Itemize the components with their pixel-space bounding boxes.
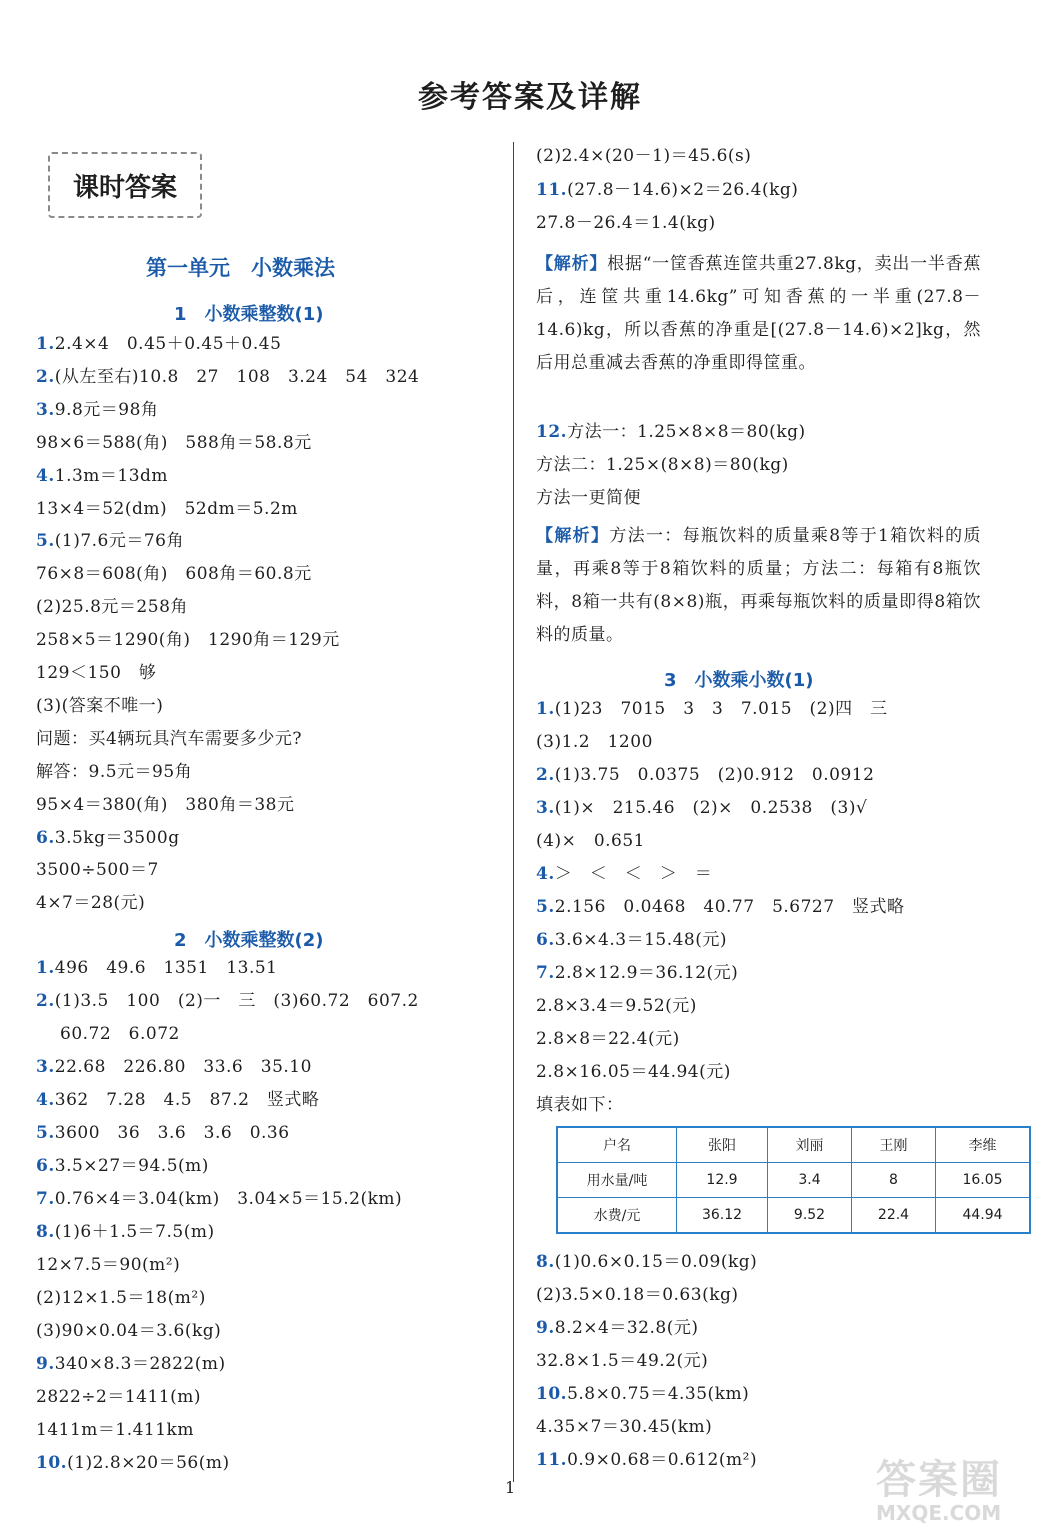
table-row (557, 1198, 1030, 1234)
answer-line (536, 994, 697, 1018)
table-header-row (557, 1127, 1030, 1163)
answer-line (36, 1220, 215, 1244)
answer-text: 方法一：1.25×8×8＝80(kg) (567, 422, 806, 442)
answer-line (536, 1415, 712, 1439)
answer-line (536, 1283, 739, 1307)
answer-text: (2)2.4×(20－1)＝45.6(s) (536, 146, 752, 166)
answer-text: 4×7＝28(元) (36, 893, 146, 914)
answer-text: ＞ ＜ ＜ ＞ ＝ (554, 864, 713, 884)
question-number: 11. (536, 1450, 568, 1470)
question-number: 10. (36, 1453, 68, 1473)
answer-text: 2.4×4 0.45＋0.45＋0.45 (54, 334, 282, 354)
answer-line (36, 956, 277, 980)
answer-line (36, 431, 312, 455)
answer-line (536, 796, 867, 820)
answer-line (36, 529, 184, 553)
answer-text: 2.8×3.4＝9.52(元) (536, 996, 697, 1016)
question-number: 12. (536, 422, 568, 442)
page-number: 1 (505, 1478, 516, 1497)
answer-text: 13×4＝52(dm) 52dm＝5.2m (36, 498, 298, 519)
question-number: 3. (36, 399, 55, 420)
question-number: 4. (536, 864, 555, 884)
table-cell: 张阳 (677, 1127, 768, 1163)
answer-text: (1)23 7015 3 3 7.015 (2)四 三 (554, 699, 888, 719)
answer-text: 8.2×4＝32.8(元) (554, 1318, 699, 1338)
answer-text: 3.5×27＝94.5(m) (54, 1156, 209, 1176)
answer-line (36, 858, 159, 882)
question-number: 6. (536, 930, 555, 950)
question-number: 5. (36, 531, 55, 552)
question-number: 1. (536, 699, 555, 719)
answer-text: 1411m＝1.411km (36, 1420, 194, 1440)
question-number: 3. (536, 798, 555, 818)
analysis-text: 根据“一筐香蕉连筐共重27.8kg，卖出一半香蕉后，连筐共重14.6kg”可知香蕉的一半重(27.8－14.6)kg，所以香蕉的净重是[(27.8－14.6)×2]kg，然后用总重减去香蕉的净重即得筐重。 (536, 254, 981, 373)
section-heading-2: 2 小数乘整数(2) (174, 930, 324, 951)
answer-text: 3.6×4.3＝15.48(元) (554, 930, 727, 950)
answer-line (36, 1022, 180, 1046)
answer-text: 27.8－26.4＝1.4(kg) (536, 213, 716, 233)
table-row (557, 1163, 1030, 1198)
answer-text: (2)25.8元＝258角 (36, 597, 188, 618)
question-number: 8. (536, 1252, 555, 1272)
question-number: 2. (536, 765, 555, 785)
analysis-2 (536, 520, 981, 652)
analysis-tag: 【解析】 (536, 254, 608, 274)
answer-line (36, 826, 180, 850)
answer-line (536, 420, 806, 444)
table-cell: 水费/元 (557, 1198, 677, 1234)
question-number: 1. (36, 334, 55, 354)
answer-text: 12×7.5＝90(m²) (36, 1255, 181, 1275)
answer-line (536, 763, 874, 787)
section-heading-3: 3 小数乘小数(1) (664, 670, 814, 691)
answer-text: (1)3.75 0.0375 (2)0.912 0.0912 (554, 765, 875, 785)
answer-line (36, 694, 163, 718)
answer-line (36, 989, 419, 1013)
answer-text: 2.8×16.05＝44.94(元) (536, 1062, 731, 1082)
answer-line (36, 1352, 226, 1376)
table-cell: 9.52 (768, 1198, 852, 1234)
answer-text: 258×5＝1290(角) 1290角＝129元 (36, 630, 340, 651)
answer-text: 填表如下： (536, 1095, 624, 1115)
answer-line (536, 1093, 624, 1117)
answer-line (536, 1027, 680, 1051)
table-cell: 用水量/吨 (557, 1163, 677, 1198)
answer-text: 129＜150 够 (36, 663, 157, 683)
table-cell: 22.4 (852, 1198, 936, 1234)
answer-text: 3600 36 3.6 3.6 0.36 (54, 1123, 290, 1143)
answer-text: (3)1.2 1200 (536, 732, 653, 752)
answer-text: 0.76×4＝3.04(km) 3.04×5＝15.2(km) (54, 1189, 403, 1209)
question-number: 10. (536, 1384, 568, 1404)
answer-line (36, 727, 302, 751)
answer-line (36, 628, 340, 652)
answer-text: 98×6＝588(角) 588角＝58.8元 (36, 432, 312, 453)
table-cell: 16.05 (936, 1163, 1031, 1198)
answer-line (36, 1451, 230, 1475)
answer-line (536, 1060, 731, 1084)
table-cell: 36.12 (677, 1198, 768, 1234)
question-number: 5. (536, 897, 555, 917)
answer-line (36, 1286, 206, 1310)
answer-line (36, 1385, 201, 1409)
answer-line (536, 1382, 749, 1406)
answer-line (36, 1418, 194, 1442)
answer-text: 2822÷2＝1411(m) (36, 1387, 201, 1407)
question-number: 2. (36, 991, 55, 1011)
answer-line (36, 1154, 209, 1178)
answer-line (36, 793, 294, 817)
answer-line (36, 1319, 221, 1343)
answer-text: 95×4＝380(角) 380角＝38元 (36, 794, 295, 815)
water-fee-table (556, 1126, 1031, 1234)
answer-text: 1.3m＝13dm (54, 465, 169, 486)
answer-text: (1)× 215.46 (2)× 0.2538 (3)√ (554, 798, 868, 818)
section-heading-1: 1 小数乘整数(1) (174, 304, 324, 325)
answer-text: 60.72 6.072 (60, 1024, 180, 1044)
answer-text: 3500÷500＝7 (36, 860, 159, 881)
answer-text: 0.9×0.68＝0.612(m²) (567, 1450, 758, 1470)
question-number: 6. (36, 827, 55, 848)
question-number: 4. (36, 1090, 55, 1110)
answer-line (536, 730, 653, 754)
question-number: 2. (36, 366, 55, 387)
answer-line (536, 829, 645, 853)
table-cell: 12.9 (677, 1163, 768, 1198)
question-number: 11. (536, 179, 568, 200)
analysis-1 (536, 248, 981, 380)
answer-text: 2.156 0.0468 40.77 5.6727 竖式略 (554, 897, 905, 917)
answer-text: 5.8×0.75＝4.35(km) (567, 1384, 750, 1404)
answer-text: 9.8元＝98角 (54, 399, 159, 420)
answer-line (36, 1055, 312, 1079)
answer-line (536, 1250, 757, 1274)
answer-line (36, 1253, 180, 1277)
table-cell: 8 (852, 1163, 936, 1198)
answer-text: 4.35×7＝30.45(km) (536, 1417, 713, 1437)
column-divider (513, 142, 514, 1482)
answer-line (36, 365, 419, 389)
answer-line (36, 1187, 402, 1211)
answer-line (536, 697, 888, 721)
answer-text: (2)3.5×0.18＝0.63(kg) (536, 1285, 739, 1305)
page-title: 参考答案及详解 (418, 80, 642, 115)
question-number: 6. (36, 1156, 55, 1176)
answer-text: (27.8－14.6)×2＝26.4(kg) (567, 179, 799, 200)
table-cell: 44.94 (936, 1198, 1031, 1234)
answer-text: (2)12×1.5＝18(m²) (36, 1288, 206, 1308)
answer-text: (1)2.8×20＝56(m) (67, 1453, 230, 1473)
analysis-tag: 【解析】 (536, 526, 610, 546)
question-number: 8. (36, 1222, 55, 1242)
answer-line (536, 144, 751, 168)
answer-text: (3)90×0.04＝3.6(kg) (36, 1321, 222, 1341)
answer-line (536, 1448, 757, 1472)
answer-text: (从左至右)10.8 27 108 3.24 54 324 (54, 366, 420, 387)
answer-text: 496 49.6 1351 13.51 (54, 958, 278, 978)
watermark-logo (876, 1448, 1002, 1525)
answer-line (36, 595, 188, 619)
answer-line (36, 332, 281, 356)
question-number: 1. (36, 958, 55, 978)
answer-text: 22.68 226.80 33.6 35.10 (54, 1057, 312, 1077)
watermark-url: MXQE.COM (876, 1501, 1002, 1525)
answer-line (36, 497, 298, 521)
answer-text: 2.8×12.9＝36.12(元) (554, 963, 739, 983)
answer-text: 362 7.28 4.5 87.2 竖式略 (54, 1090, 320, 1110)
table-cell: 刘丽 (768, 1127, 852, 1163)
answer-text: (1)6＋1.5＝7.5(m) (54, 1222, 215, 1242)
section-box: 课时答案 (48, 152, 202, 218)
answer-text: 问题：买4辆玩具汽车需要多少元? (36, 728, 302, 749)
answer-line (36, 464, 168, 488)
watermark-text: 答案圈 (876, 1457, 1002, 1503)
answer-text: 76×8＝608(角) 608角＝60.8元 (36, 564, 312, 585)
answer-line (536, 178, 798, 202)
answer-text: (3)(答案不唯一) (36, 695, 164, 716)
question-number: 5. (36, 1123, 55, 1143)
table-cell: 3.4 (768, 1163, 852, 1198)
answer-line (536, 961, 738, 985)
answer-line (536, 862, 712, 886)
unit-title: 第一单元 小数乘法 (146, 256, 335, 280)
answer-text: (1)3.5 100 (2)一 三 (3)60.72 607.2 (54, 991, 419, 1011)
answer-text: 2.8×8＝22.4(元) (536, 1029, 680, 1049)
answer-text: 3.5kg＝3500g (54, 827, 180, 848)
table-cell: 李维 (936, 1127, 1031, 1163)
answer-line (36, 891, 145, 915)
answer-text: 方法一更简便 (536, 488, 641, 508)
question-number: 9. (536, 1318, 555, 1338)
table-cell: 户名 (557, 1127, 677, 1163)
answer-text: (1)7.6元＝76角 (54, 531, 184, 552)
table-cell: 王刚 (852, 1127, 936, 1163)
answer-text: 340×8.3＝2822(m) (54, 1354, 226, 1374)
answer-line (536, 486, 641, 510)
analysis-text: 方法一：每瓶饮料的质量乘8等于1箱饮料的质量，再乘8等于8箱饮料的质量；方法二：每箱有8瓶饮料，8箱一共有(8×8)瓶，再乘每瓶饮料的质量即得8箱饮料的质量。 (536, 526, 981, 645)
answer-line (536, 895, 905, 919)
question-number: 3. (36, 1057, 55, 1077)
answer-text: (4)× 0.651 (536, 831, 645, 851)
answer-text: 方法二：1.25×(8×8)＝80(kg) (536, 455, 789, 475)
answer-line (36, 562, 312, 586)
answer-line (36, 1088, 319, 1112)
answer-text: 32.8×1.5＝49.2(元) (536, 1351, 709, 1371)
question-number: 7. (36, 1189, 55, 1209)
answer-line (36, 398, 158, 422)
answer-text: 解答：9.5元＝95角 (36, 761, 193, 782)
answer-line (36, 1121, 290, 1145)
question-number: 4. (36, 465, 55, 486)
question-number: 7. (536, 963, 555, 983)
answer-line (536, 1316, 698, 1340)
question-number: 9. (36, 1354, 55, 1374)
answer-line (36, 661, 156, 685)
answer-line (536, 453, 789, 477)
answer-text: (1)0.6×0.15＝0.09(kg) (554, 1252, 758, 1272)
answer-line (536, 1349, 708, 1373)
answer-line (536, 928, 727, 952)
answer-line (536, 211, 716, 235)
answer-line (36, 760, 192, 784)
